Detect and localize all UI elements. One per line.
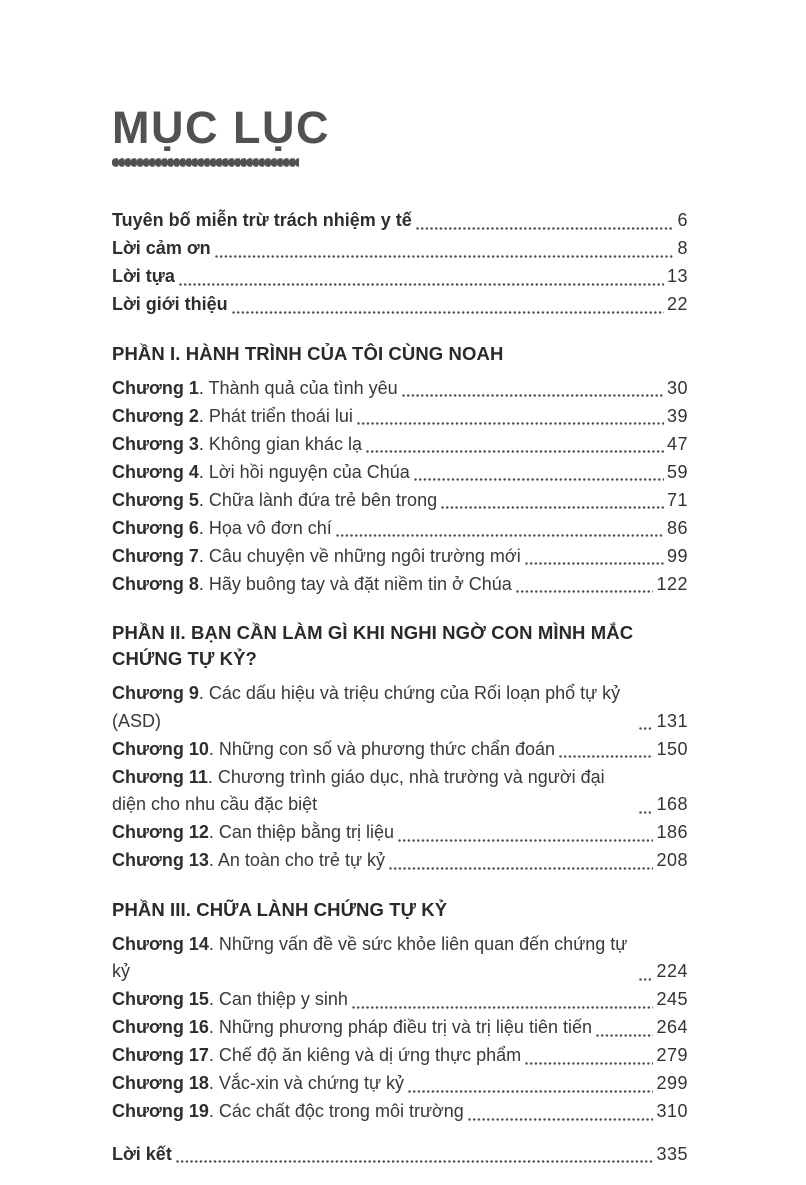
- chapter-number: Chương 7 .: [112, 546, 209, 566]
- page-number: 71: [666, 489, 688, 510]
- chapter-number: Chương 16 .: [112, 1017, 219, 1037]
- toc-entry: [112, 375, 688, 403]
- dot-leader: [468, 1118, 654, 1121]
- chapter-title: Các chất độc trong môi trường: [218, 1101, 464, 1122]
- page-number: 6: [677, 210, 688, 231]
- page-number: 13: [666, 266, 688, 287]
- entry-label: [112, 403, 353, 431]
- toc-entry: [112, 680, 688, 735]
- section-part-1: [112, 341, 688, 599]
- chapter-title: Chữa lành đứa trẻ bên trong: [208, 489, 438, 510]
- toc-entry: [112, 459, 688, 487]
- dot-leader: [232, 311, 664, 314]
- chapter-number: Chương 14 .: [112, 934, 219, 954]
- dot-leader: [414, 478, 664, 481]
- chapter-title: Các dấu hiệu và triệu chứng của Rối loạn phổ tự kỷ (ASD): [112, 683, 621, 731]
- page-number: 245: [656, 989, 688, 1010]
- dot-leader: [596, 1034, 653, 1037]
- chapter-title: Những phương pháp điều trị và trị liệu tiên tiến: [218, 1017, 592, 1038]
- toc-entry: [112, 986, 688, 1014]
- toc-entry: [112, 235, 688, 263]
- section-heading: PHẦN III. CHỮA LÀNH CHỨNG TỰ KỶ: [112, 898, 448, 920]
- page-number: 168: [656, 794, 688, 815]
- dot-leader: [441, 506, 664, 509]
- section-heading: PHẦN II. BẠN CẦN LÀM GÌ KHI NGHI NGỜ CON MÌNH MẮC CHỨNG TỰ KỶ?: [112, 622, 634, 670]
- toc-entry: [112, 543, 688, 571]
- entry-label: [112, 1098, 464, 1126]
- chapter-number: Chương 17 .: [112, 1045, 219, 1065]
- entry-label: [112, 736, 555, 764]
- chapter-number: Chương 9 .: [112, 683, 209, 703]
- entry-label: [112, 543, 521, 571]
- dot-leader: [357, 422, 664, 425]
- toc-entry: [112, 819, 688, 847]
- toc-entry: [112, 1042, 688, 1070]
- entry-label: [112, 1014, 592, 1042]
- chapter-number: Chương 6 .: [112, 518, 209, 538]
- chapter-title: Vắc-xin và chứng tự kỷ: [218, 1073, 405, 1094]
- page-number: 59: [666, 461, 688, 482]
- page-number: 47: [666, 433, 688, 454]
- toc-entry: [112, 1098, 688, 1126]
- chapter-title: An toàn cho trẻ tự kỷ: [217, 850, 385, 871]
- entry-label: [112, 375, 398, 403]
- toc-entry: [112, 263, 688, 291]
- page-number: 122: [656, 573, 688, 594]
- entry-label: [112, 680, 635, 735]
- dot-leader: [639, 978, 653, 981]
- dot-leader: [639, 811, 653, 814]
- page-number: 30: [666, 377, 688, 398]
- front-matter-list: [112, 207, 688, 319]
- chapter-number: Chương 10 .: [112, 739, 219, 759]
- page-number: 299: [656, 1073, 688, 1094]
- back-matter-list: [112, 1141, 688, 1169]
- dot-leader: [179, 283, 664, 286]
- toc-entry: [112, 515, 688, 543]
- chapter-title: Can thiệp y sinh: [218, 989, 348, 1010]
- dot-leader: [215, 255, 675, 258]
- chapter-number: Chương 2 .: [112, 406, 209, 426]
- chapter-title: Hãy buông tay và đặt niềm tin ở Chúa: [208, 573, 512, 594]
- chapter-title: Chương trình giáo dục, nhà trường và người đại diện cho nhu cầu đặc biệt: [112, 766, 605, 815]
- section-part-3: [112, 897, 688, 1126]
- page-number: 150: [656, 738, 688, 759]
- entry-label: [112, 1070, 404, 1098]
- dot-leader: [525, 1062, 653, 1065]
- chapter-number: Chương 4 .: [112, 462, 209, 482]
- toc-entry: [112, 1070, 688, 1098]
- chapter-title: Không gian khác lạ: [208, 433, 362, 454]
- chapter-number: Chương 18 .: [112, 1073, 219, 1093]
- page-number: 264: [656, 1017, 688, 1038]
- page-number: 224: [656, 961, 688, 982]
- dot-leader: [352, 1006, 654, 1009]
- page-number: 279: [656, 1045, 688, 1066]
- page-number: 22: [666, 294, 688, 315]
- page-number: 335: [656, 1143, 688, 1164]
- entry-label: Lời giới thiệu: [112, 294, 228, 315]
- toc-entry: [112, 931, 688, 986]
- page-title: MỤC LỤC: [112, 102, 330, 153]
- dot-leader: [516, 590, 654, 593]
- entry-label: [112, 986, 348, 1014]
- chapter-title: Phát triển thoái lui: [208, 405, 353, 426]
- toc-entry: [112, 431, 688, 459]
- chapter-number: Chương 13 .: [112, 850, 218, 870]
- dot-leader: [559, 755, 653, 758]
- dot-leader: [336, 534, 664, 537]
- chapter-number: Chương 19 .: [112, 1101, 219, 1121]
- entry-label: [112, 571, 512, 599]
- entry-label: [112, 847, 385, 875]
- entry-label: [112, 515, 332, 543]
- toc-body: [112, 207, 688, 1168]
- toc-entry: [112, 487, 688, 515]
- page-number: 99: [666, 545, 688, 566]
- chapter-title: Thành quả của tình yêu: [208, 377, 398, 398]
- chapter-number: Chương 3 .: [112, 434, 209, 454]
- dot-leader: [398, 839, 653, 842]
- chapter-title: Câu chuyện về những ngôi trường mới: [208, 545, 521, 566]
- toc-entry: [112, 1141, 688, 1169]
- page-number: 39: [666, 405, 688, 426]
- entry-label: Lời tựa: [112, 266, 175, 287]
- page-number: 8: [677, 238, 688, 259]
- entry-label: [112, 459, 410, 487]
- entry-label: [112, 1042, 521, 1070]
- page-number: 208: [656, 850, 688, 871]
- chapter-title: Những vấn đề về sức khỏe liên quan đến chứng tự kỷ: [112, 933, 628, 982]
- toc-entry: [112, 1014, 688, 1042]
- dot-leader: [639, 727, 653, 730]
- toc-entry: [112, 571, 688, 599]
- entry-label: [112, 931, 635, 986]
- entry-label: Lời cảm ơn: [112, 238, 211, 259]
- chapter-number: Chương 1 .: [112, 378, 209, 398]
- chapter-number: Chương 5 .: [112, 490, 209, 510]
- entry-label: Tuyên bố miễn trừ trách nhiệm y tế: [112, 210, 412, 231]
- dot-leader: [366, 450, 664, 453]
- page-number: 186: [656, 822, 688, 843]
- entry-label: [112, 819, 394, 847]
- section-heading: PHẦN I. HÀNH TRÌNH CỦA TÔI CÙNG NOAH: [112, 342, 504, 364]
- chapter-title: Họa vô đơn chí: [208, 517, 332, 538]
- section-part-2: [112, 620, 688, 875]
- entry-label: [112, 487, 437, 515]
- chapter-title: Những con số và phương thức chẩn đoán: [218, 738, 556, 759]
- chapter-title: Lời hồi nguyện của Chúa: [208, 461, 410, 482]
- dot-leader: [525, 562, 664, 565]
- chapter-number: Chương 8 .: [112, 574, 209, 594]
- dot-leader: [408, 1090, 653, 1093]
- toc-entry: [112, 403, 688, 431]
- toc-entry: [112, 291, 688, 319]
- entry-label: [112, 764, 635, 819]
- dot-leader: [389, 867, 653, 870]
- entry-label: Lời kết: [112, 1143, 172, 1164]
- title-dotted-underline: [112, 158, 299, 167]
- toc-entry: [112, 207, 688, 235]
- dot-leader: [416, 227, 675, 230]
- page-number: 131: [656, 710, 688, 731]
- entry-label: [112, 431, 362, 459]
- dot-leader: [402, 394, 664, 397]
- page-number: 86: [666, 517, 688, 538]
- toc-entry: [112, 847, 688, 875]
- chapter-title: Chế độ ăn kiêng và dị ứng thực phẩm: [218, 1045, 522, 1066]
- toc-entry: [112, 764, 688, 819]
- chapter-title: Can thiệp bằng trị liệu: [218, 822, 394, 843]
- chapter-number: Chương 11 .: [112, 767, 218, 787]
- chapter-number: Chương 12 .: [112, 822, 219, 842]
- chapter-number: Chương 15 .: [112, 989, 219, 1009]
- page-number: 310: [656, 1101, 688, 1122]
- dot-leader: [176, 1160, 654, 1163]
- toc-entry: [112, 736, 688, 764]
